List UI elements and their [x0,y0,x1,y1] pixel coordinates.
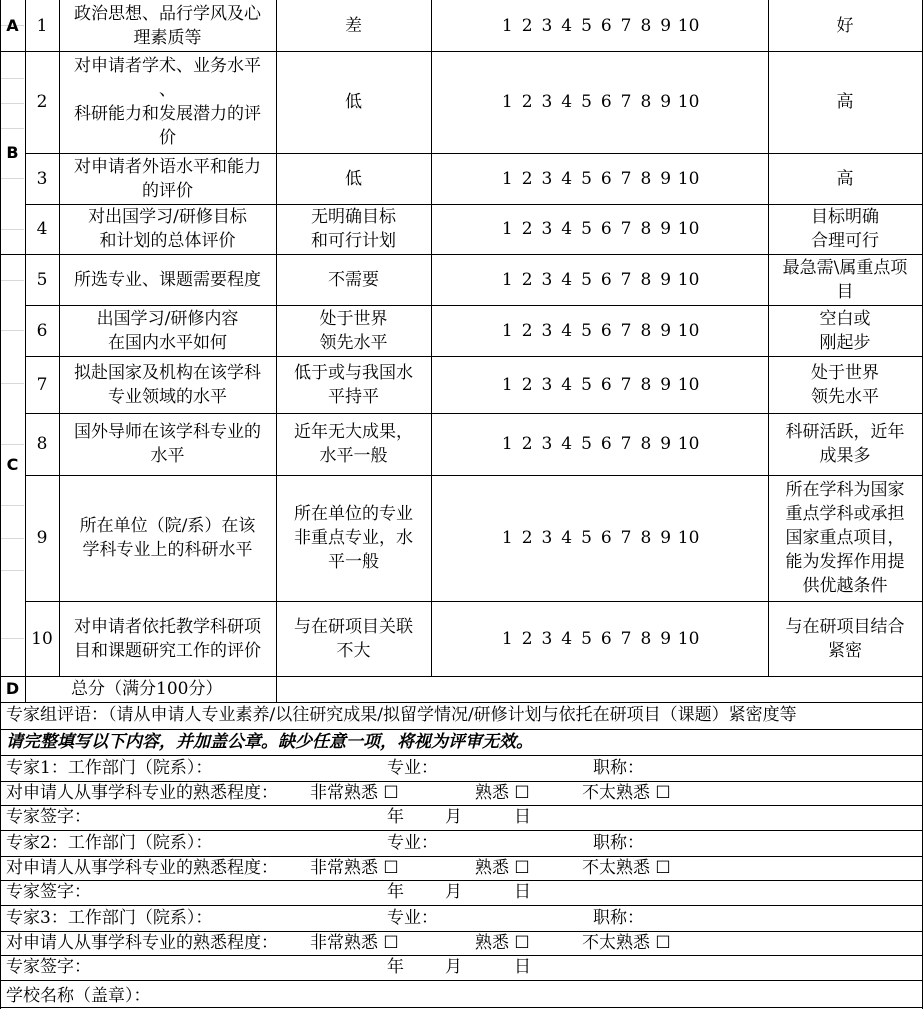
grid-line-h [25,204,922,205]
grid-line-h [0,702,923,703]
high-anchor-label: 处于世界 领先水平 [811,362,879,407]
scale-point-10[interactable]: 10 [677,528,700,548]
scale-point-8[interactable]: 8 [640,320,652,341]
high-anchor-label: 好 [836,15,854,36]
scale-point-2[interactable]: 2 [521,92,533,112]
high-anchor-label: 目标明确 合理可行 [811,207,879,251]
grid-line-v [59,0,60,676]
criterion-label: 拟赴国家及机构在该学科 专业领域的水平 [74,362,261,407]
scale-point-9[interactable]: 9 [660,92,672,112]
scale-point-8[interactable]: 8 [640,269,652,290]
scale-point-7[interactable]: 7 [620,528,632,548]
scale-point-7[interactable]: 7 [620,320,632,341]
familiarity-label: 对申请人从事学科专业的熟悉程度： [6,858,278,878]
scale-point-1[interactable]: 1 [501,15,513,36]
scale-point-2[interactable]: 2 [521,528,533,548]
scale-point-1[interactable]: 1 [501,434,513,454]
grid-line-h [0,1007,923,1008]
grid-line-h [0,905,923,906]
low-anchor-label: 不需要 [328,269,379,290]
signature-month: 月 [445,807,462,827]
scale-point-9[interactable]: 9 [660,168,672,189]
row-number: 10 [31,628,53,649]
scale-point-3[interactable]: 3 [541,269,553,290]
scale-point-4[interactable]: 4 [561,434,573,454]
scale-point-8[interactable]: 8 [640,528,652,548]
scale-point-6[interactable]: 6 [600,168,612,189]
signature-year: 年 [387,957,404,977]
scale-point-1[interactable]: 1 [501,269,513,290]
grid-line-h [0,51,25,52]
total-score-label: 总分（满分100分） [71,679,223,699]
criterion-label: 对出国学习/研修目标 和计划的总体评价 [88,207,247,251]
low-anchor-label: 低 [345,92,362,112]
low-anchor-label: 差 [345,15,362,36]
scale-point-7[interactable]: 7 [620,168,632,189]
scale-point-7[interactable]: 7 [620,374,632,395]
familiarity-label: 对申请人从事学科专业的熟悉程度： [6,933,278,953]
scale-point-9[interactable]: 9 [660,269,672,290]
signature-label: 专家签字： [6,807,91,827]
scale-point-9[interactable]: 9 [660,374,672,395]
low-anchor-label: 近年无大成果， 水平一般 [294,422,413,466]
rating-scale [431,475,768,601]
criterion-label: 对申请者依托教学科研项 目和课题研究工作的评价 [74,616,261,661]
scale-point-3[interactable]: 3 [541,528,553,548]
scale-point-10[interactable]: 10 [677,374,700,395]
row-number: 1 [36,15,48,36]
grid-line-v [276,0,277,676]
scale-point-6[interactable]: 6 [600,219,612,239]
grid-line-h [0,729,923,730]
scale-point-6[interactable]: 6 [600,92,612,112]
signature-day: 日 [514,882,531,902]
criterion-label: 国外导师在该学科专业的 水平 [74,422,261,466]
grid-line-h [25,305,922,306]
high-anchor-label: 与在研项目结合 紧密 [785,616,905,661]
scale-point-5[interactable]: 5 [581,628,592,649]
criterion-label: 出国学习/研修内容 在国内水平如何 [96,308,239,353]
scale-point-10[interactable]: 10 [677,628,700,649]
scale-point-4[interactable]: 4 [561,374,573,395]
scale-point-7[interactable]: 7 [620,219,632,239]
scale-point-3[interactable]: 3 [541,92,553,112]
signature-label: 专家签字： [6,882,91,902]
section-letter-b: B [6,142,19,162]
scale-point-8[interactable]: 8 [640,628,652,649]
scale-point-8[interactable]: 8 [640,374,652,395]
signature-year: 年 [387,882,404,902]
scale-point-9[interactable]: 9 [660,15,672,36]
familiarity-option-very[interactable]: 非常熟悉 ☐ [310,858,399,878]
signature-day: 日 [514,807,531,827]
scale-point-3[interactable]: 3 [541,374,553,395]
scale-point-1[interactable]: 1 [501,320,513,341]
expert-department-label: 专家2：工作部门（院系）： [6,833,213,853]
scale-point-6[interactable]: 6 [600,320,612,341]
scale-point-10[interactable]: 10 [677,168,700,189]
scale-point-8[interactable]: 8 [640,15,652,36]
scale-point-8[interactable]: 8 [640,92,652,112]
scale-point-8[interactable]: 8 [640,434,652,454]
scale-point-9[interactable]: 9 [660,434,672,454]
row-number: 6 [36,320,48,341]
row-number: 5 [36,269,48,290]
expert-department-label: 专家3：工作部门（院系）： [6,908,213,928]
scale-point-1[interactable]: 1 [501,528,513,548]
scale-point-4[interactable]: 4 [561,528,573,548]
high-anchor-label: 空白或 刚起步 [819,308,871,353]
signature-year: 年 [387,807,404,827]
scale-point-5[interactable]: 5 [581,219,592,239]
row-number: 4 [36,219,48,239]
high-anchor-label: 科研活跃，近年 成果多 [785,422,905,466]
grid-line-h [25,601,922,602]
grid-line-h [0,254,25,255]
criterion-label: 对申请者外语水平和能力 的评价 [74,156,261,201]
scale-point-7[interactable]: 7 [620,434,632,454]
grid-line-v [276,676,277,702]
familiarity-option-familiar[interactable]: 熟悉 ☐ [475,933,530,953]
familiarity-option-familiar[interactable]: 熟悉 ☐ [475,858,530,878]
instruction-text: 请完整填写以下内容，并加盖公章。缺少任意一项，将视为评审无效。 [6,732,533,752]
scale-point-10[interactable]: 10 [677,15,700,36]
row-number: 7 [36,374,48,395]
scale-point-3[interactable]: 3 [541,15,553,36]
scale-point-8[interactable]: 8 [640,219,652,239]
familiarity-option-not-very[interactable]: 不太熟悉 ☐ [582,783,671,803]
scale-point-4[interactable]: 4 [561,269,573,290]
row-number: 9 [36,528,48,548]
scale-point-7[interactable]: 7 [620,92,632,112]
row-number: 8 [36,434,48,454]
scale-point-5[interactable]: 5 [581,528,592,548]
grid-line-v [431,0,432,676]
rating-scale [431,356,768,413]
grid-line-h [25,153,922,154]
grid-line-h [25,413,922,414]
rating-scale [431,153,768,204]
scale-point-2[interactable]: 2 [521,434,533,454]
scale-point-5[interactable]: 5 [581,269,592,290]
scale-point-7[interactable]: 7 [620,15,632,36]
grid-line-h [0,980,923,981]
familiarity-option-not-very[interactable]: 不太熟悉 ☐ [582,933,671,953]
scale-point-2[interactable]: 2 [521,374,533,395]
scale-point-6[interactable]: 6 [600,269,612,290]
grid-line-h [0,755,923,756]
scale-point-9[interactable]: 9 [660,628,672,649]
scale-point-2[interactable]: 2 [521,320,533,341]
familiarity-option-very[interactable]: 非常熟悉 ☐ [310,783,399,803]
scale-point-10[interactable]: 10 [677,269,700,290]
scale-point-1[interactable]: 1 [501,628,513,649]
section-letter-a: A [6,15,19,35]
familiarity-option-very[interactable]: 非常熟悉 ☐ [310,933,399,953]
scale-point-10[interactable]: 10 [677,92,700,112]
signature-label: 专家签字： [6,957,91,977]
signature-month: 月 [445,957,462,977]
scale-point-6[interactable]: 6 [600,434,612,454]
scale-point-4[interactable]: 4 [561,219,573,239]
low-anchor-label: 低于或与我国水 平持平 [294,362,413,407]
high-anchor-label: 高 [836,92,854,112]
scale-point-3[interactable]: 3 [541,434,553,454]
row-number: 3 [36,168,48,189]
scale-point-4[interactable]: 4 [561,628,573,649]
scale-point-6[interactable]: 6 [600,15,612,36]
scale-point-7[interactable]: 7 [620,269,632,290]
grid-line-v [0,0,1,1009]
familiarity-option-familiar[interactable]: 熟悉 ☐ [475,783,530,803]
low-anchor-label: 处于世界 领先水平 [319,308,388,353]
criterion-label: 政治思想、品行学风及心 理素质等 [74,3,261,48]
grid-line-h [25,475,922,476]
scale-point-6[interactable]: 6 [600,628,612,649]
scale-point-1[interactable]: 1 [501,374,513,395]
signature-day: 日 [514,957,531,977]
scale-point-7[interactable]: 7 [620,628,632,649]
grid-line-h [0,676,25,677]
scale-point-5[interactable]: 5 [581,15,592,36]
criterion-label: 所在单位（院/系）在该 学科专业上的科研水平 [79,516,256,560]
grid-line-v [768,0,769,676]
familiarity-label: 对申请人从事学科专业的熟悉程度： [6,783,278,803]
section-letter-c: C [6,455,19,474]
expert-title-label: 职称： [593,758,644,778]
low-anchor-label: 无明确目标 和可行计划 [311,207,396,251]
scale-point-5[interactable]: 5 [581,168,592,189]
scale-point-8[interactable]: 8 [640,168,652,189]
scale-point-4[interactable]: 4 [561,92,573,112]
rating-scale [431,0,768,51]
low-anchor-label: 与在研项目关联 不大 [294,616,413,661]
expert-major-label: 专业： [387,833,438,853]
scale-point-5[interactable]: 5 [581,92,592,112]
scale-point-1[interactable]: 1 [501,168,513,189]
scale-point-2[interactable]: 2 [521,628,533,649]
signature-month: 月 [445,882,462,902]
expert-title-label: 职称： [593,833,644,853]
scale-point-10[interactable]: 10 [677,320,700,341]
rating-scale [431,254,768,305]
scale-point-2[interactable]: 2 [521,269,533,290]
high-anchor-label: 最急需\属重点项 目 [782,257,908,302]
scale-point-5[interactable]: 5 [581,374,592,395]
scale-point-9[interactable]: 9 [660,528,672,548]
school-name-label: 学校名称（盖章）： [6,986,151,1006]
expert-major-label: 专业： [387,758,438,778]
rating-scale [431,305,768,356]
scale-point-6[interactable]: 6 [600,374,612,395]
scale-point-2[interactable]: 2 [521,168,533,189]
expert-department-label: 专家1：工作部门（院系）： [6,758,213,778]
scale-point-3[interactable]: 3 [541,628,553,649]
rating-scale [431,413,768,475]
scale-point-3[interactable]: 3 [541,219,553,239]
rating-scale [431,51,768,153]
rating-scale [431,204,768,254]
scale-point-5[interactable]: 5 [581,320,592,341]
scale-point-2[interactable]: 2 [521,219,533,239]
criterion-label: 所选专业、课题需要程度 [74,269,261,290]
scale-point-10[interactable]: 10 [677,434,700,454]
scale-point-5[interactable]: 5 [581,434,592,454]
scale-point-3[interactable]: 3 [541,320,553,341]
section-letter-d: D [5,679,20,698]
grid-line-h [0,830,923,831]
high-anchor-label: 高 [836,168,854,189]
expert-comment-label: 专家组评语：（请从申请人专业素养/以往研究成果/拟留学情况/研修计划与依托在研项目（课题）紧密度等 [6,705,797,725]
scale-point-3[interactable]: 3 [541,168,553,189]
scale-point-9[interactable]: 9 [660,320,672,341]
low-anchor-label: 所在单位的专业 非重点专业，水 平一般 [294,504,413,572]
high-anchor-label: 所在学科为国家 重点学科或承担 国家重点项目， 能为发挥作用提 供优越条件 [785,480,905,596]
row-number: 2 [36,92,48,112]
scale-point-4[interactable]: 4 [561,320,573,341]
familiarity-option-not-very[interactable]: 不太熟悉 ☐ [582,858,671,878]
grid-line-h [25,51,922,52]
scale-point-1[interactable]: 1 [501,92,513,112]
scale-point-4[interactable]: 4 [561,168,573,189]
scale-point-6[interactable]: 6 [600,528,612,548]
scale-point-2[interactable]: 2 [521,15,533,36]
scale-point-9[interactable]: 9 [660,219,672,239]
rating-scale [431,601,768,676]
low-anchor-label: 低 [345,168,362,189]
grid-line-h [25,254,922,255]
scale-point-10[interactable]: 10 [677,219,700,239]
criterion-label: 对申请者学术、业务水平 、 科研能力和发展潜力的评 价 [74,56,261,148]
expert-title-label: 职称： [593,908,644,928]
scale-point-1[interactable]: 1 [501,219,513,239]
scale-point-4[interactable]: 4 [561,15,573,36]
expert-major-label: 专业： [387,908,438,928]
grid-line-h [25,356,922,357]
grid-line-v [25,0,26,702]
